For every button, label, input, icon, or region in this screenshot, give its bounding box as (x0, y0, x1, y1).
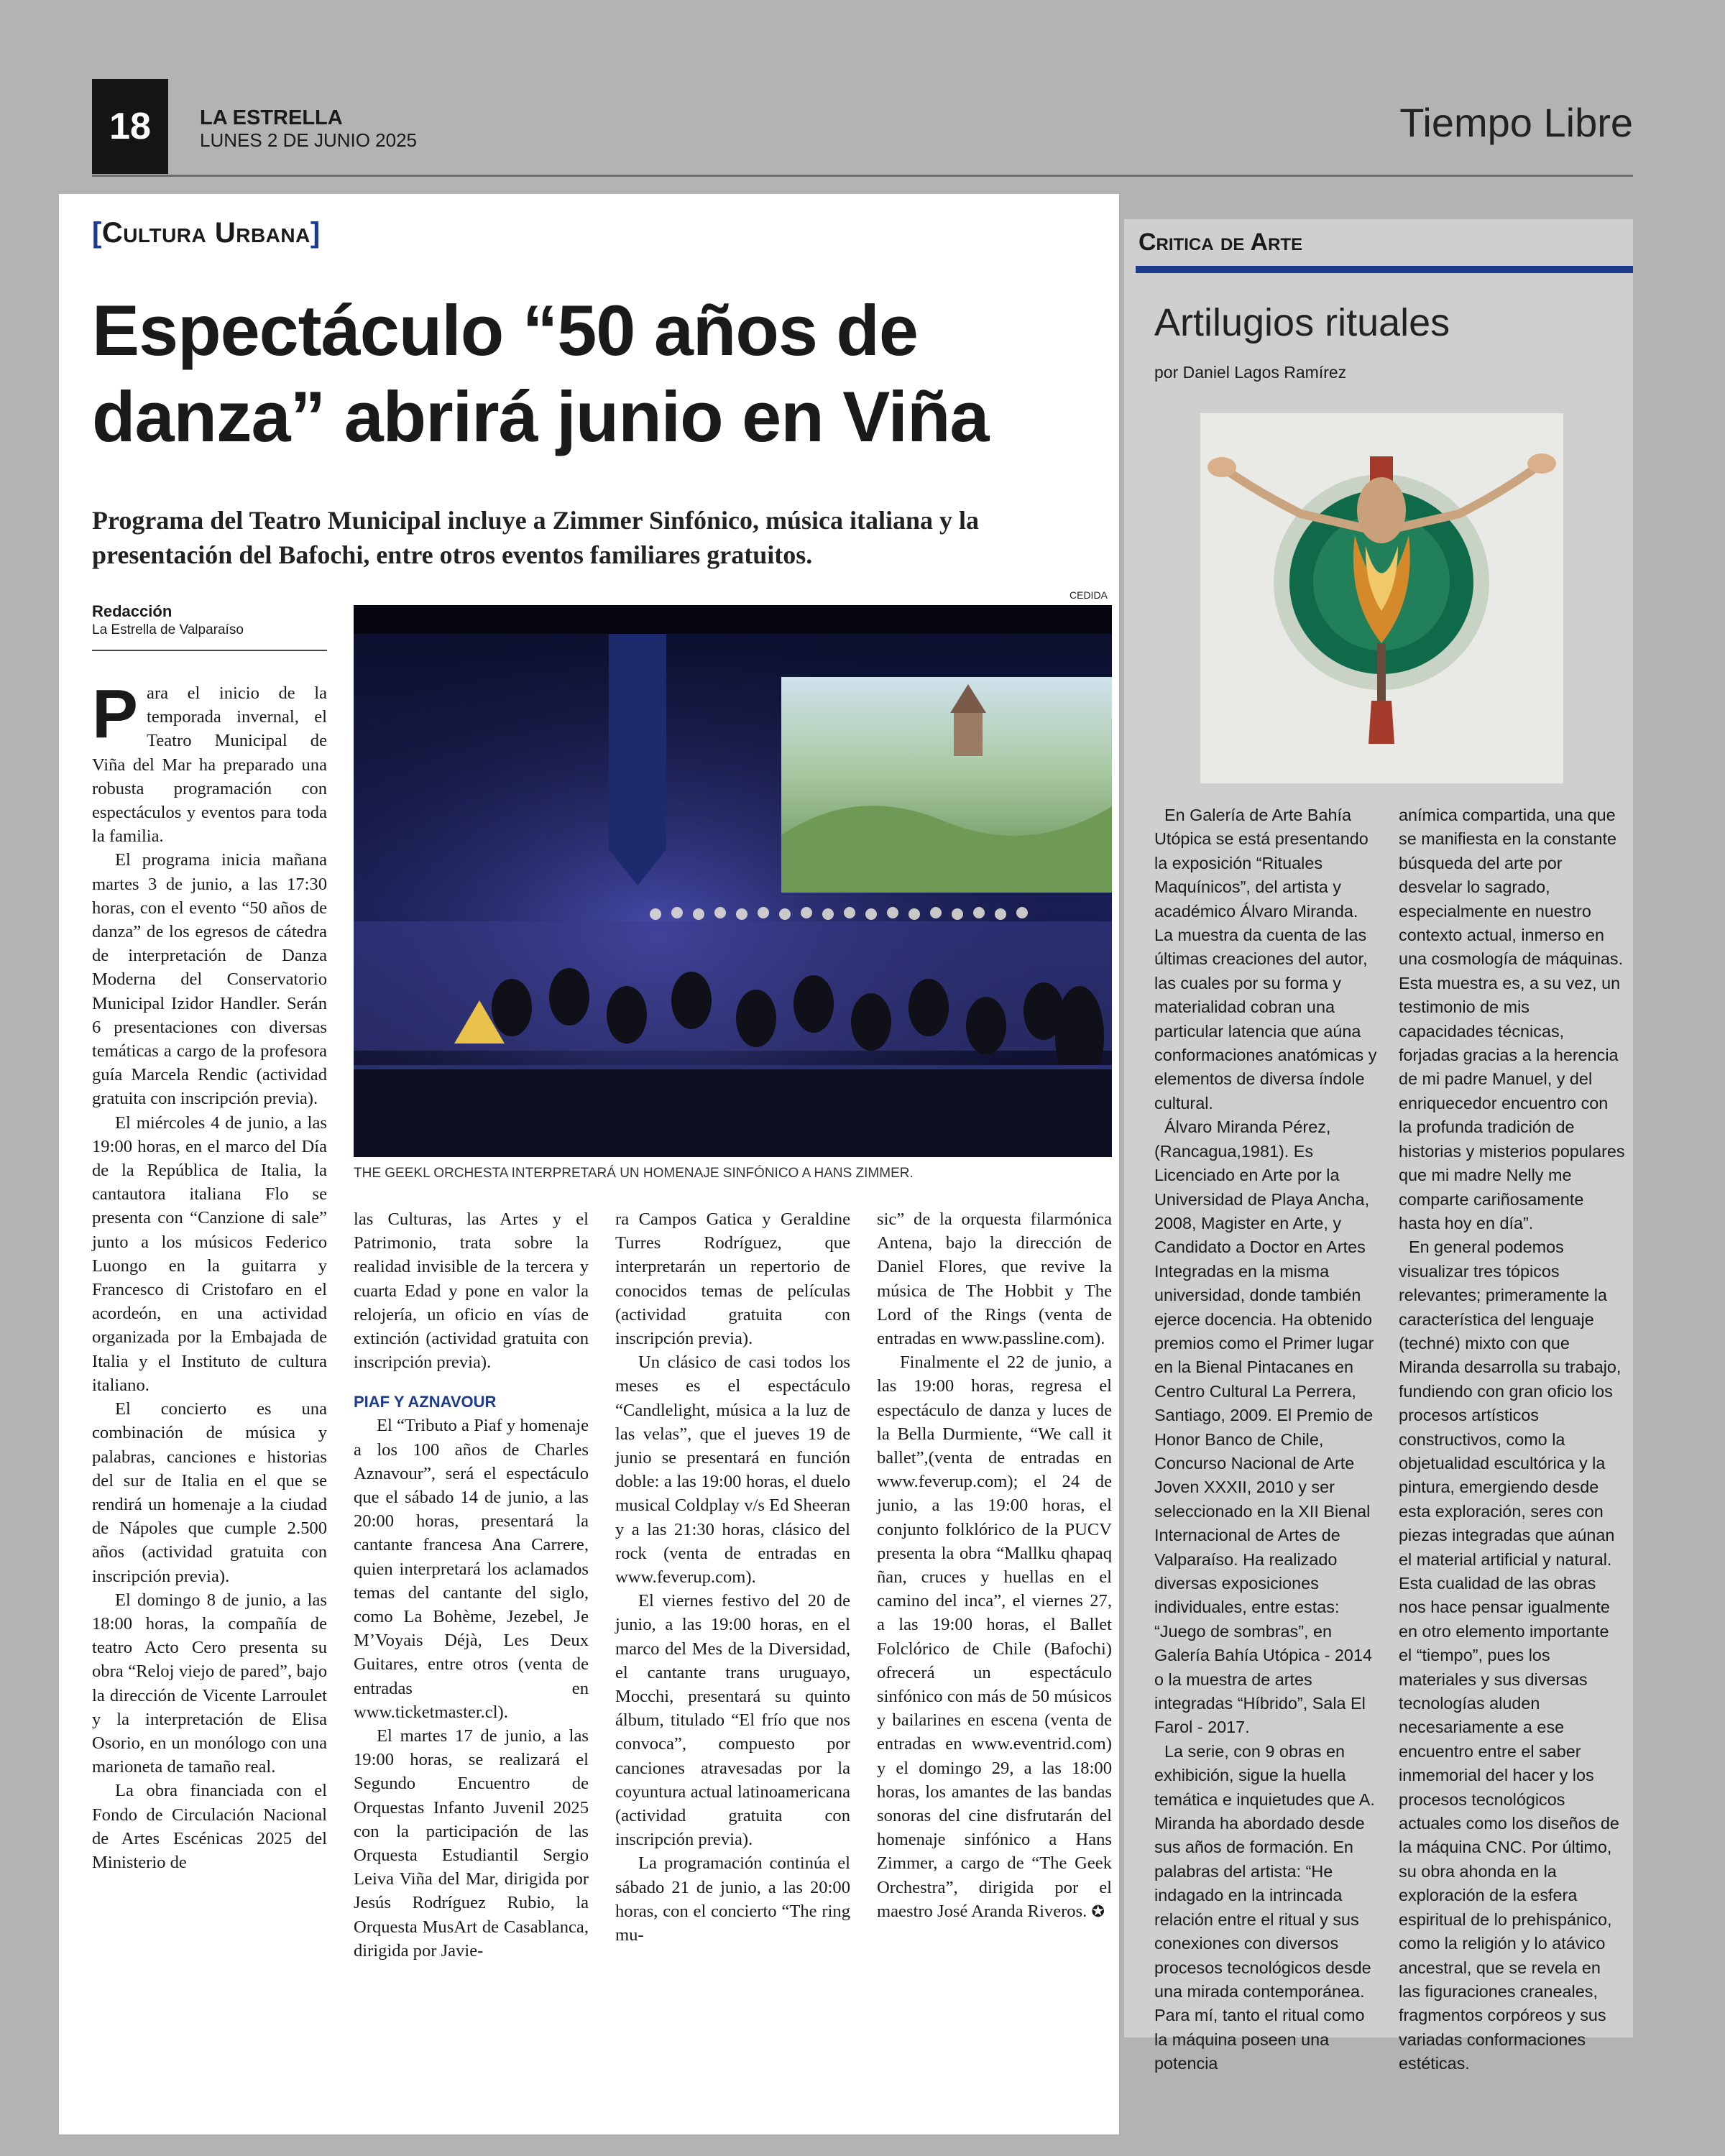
paragraph: El viernes festivo del 20 de junio, a las 19:00 horas, en el marco del Mes de la Diversidad, el cantante trans uruguayo, Mocchi, presentará su quinto álbum, titulado “El frío que nos convoca”, compuesto por canciones atravesadas por la coyuntura actual latinoamericana (actividad gratuita con inscripción previa). (615, 1591, 850, 1850)
sidebar-column-1 (1154, 803, 1381, 2076)
paragraph: Un clásico de casi todos los meses es el espectáculo “Candlelight, música a la luz de las velas”, que el jueves 19 de junio se presentará en función doble: a las 19:00 horas, el duelo musical Coldplay v/s Ed Sheeran y a las 21:30 horas, clásico del rock (venta de entradas en www.feverup.com). (615, 1353, 850, 1588)
photo-credit: CEDIDA (1070, 589, 1108, 601)
article-column-3 (615, 1207, 850, 1947)
sidebar-byline: por Daniel Lagos Ramírez (1154, 363, 1347, 382)
author-rule (92, 650, 327, 651)
paragraph: El “Tributo a Piaf y homenaje a los 100 años de Charles Aznavour”, será el espectáculo que el sábado 14 de junio, a las 20:00 horas, presentará la cantante francesa Ana Carrere, quien interpretará los aclamados temas del cantante del siglo, como La Bohème, Jezebel, Je M’Voyais Déjà, Les Deux Guitares, entre otros (venta de entradas en www.ticketmaster.cl). (354, 1416, 589, 1722)
newspaper-name: LA ESTRELLA (200, 106, 343, 129)
photo-caption: THE GEEKL ORCHESTA INTERPRETARÁ UN HOMENAJE SINFÓNICO A HANS ZIMMER. (354, 1166, 914, 1181)
paragraph: El miércoles 4 de junio, a las 19:00 horas, en el marco del Día de la República de Italia, la cantautora italiana Flo se presenta con “Canzione di sale” junto a los músicos Federico Luongo en la guitarra y Francesco di Cristofaro en el acordeón, en una actividad organizada por la Embajada de Italia y el Instituto de cultura italiano. (92, 1112, 327, 1395)
end-mark-icon: ✪ (1091, 1902, 1105, 1920)
kicker-bracket-close: ] (310, 217, 321, 249)
paragraph (92, 676, 327, 848)
article-column-2 (354, 1207, 589, 1963)
paragraph: La programación continúa el sábado 21 de junio, a las 20:00 horas, con el concierto “The ring mu- (615, 1853, 850, 1945)
article-column-4 (877, 1207, 1112, 1923)
article-subhead: Programa del Teatro Municipal incluye a Zimmer Sinfónico, música italiana y la presentación del Bafochi, entre otros eventos familiares gratuitos. (92, 506, 980, 569)
sidebar-section-label: Critica de Arte (1138, 229, 1303, 256)
paragraph: Álvaro Miranda Pérez, (Rancagua,1981). Es Licenciado en Arte por la Universidad de Playa Ancha, 2008, Magister en Arte, y Candidato a Doctor en Artes Integradas en la misma universidad, donde también ejerce docencia. Ha obtenido premios como el Primer lugar en la Bienal Pintacanes en Centro Cultural La Perrera, Santiago, 2009. El Premio de Honor Banco de Chile, Concurso Nacional de Arte Joven XXXII, 2010 y ser seleccionado en la XII Bienal Internacional de Artes de Valparaíso. Ha realizado diversas exposiciones individuales, entre estas: “Juego de sombras”, en Galería Bahía Utópica - 2014 o la muestra de artes integradas “Híbrido”, Sala El Farol - 2017. (1154, 1118, 1374, 1737)
paragraph-text: Finalmente el 22 de junio, a las 19:00 horas, regresa el espectáculo de danza y luces de la Bella Durmiente, “We call it ballet”,(venta de entradas en www.feverup.com); el 24 de junio, a las 19:00 horas, el conjunto folklórico de la PUCV presenta la obra “Mallku qhapaq ñan, cruces y huellas en el camino del inca”, el viernes 27, a las 19:00 horas, el Ballet Folclórico de Chile (Bafochi) ofrecerá un espectáculo sinfónico con más de 50 músicos y bailarines en escena (venta de entradas en www.eventrid.com) y el domingo 29, a las 18:00 horas, los amantes de las bandas sonoras del cine disfrutarán del homenaje sinfónico a Hans Zimmer, a cargo de “The Geek Orchestra”, dirigida por el maestro José Aranda Riveros. (877, 1353, 1112, 1921)
paragraph: El programa inicia mañana martes 3 de junio, a las 17:30 horas, con el evento “50 años de danza” de los egresos de cátedra de interpretación de Danza Moderna del Conservatorio Municipal Izidor Handler. Serán 6 presentaciones con diversas temáticas a cargo de la profesora guía Marcela Rendic (actividad gratuita con inscripción previa). (92, 850, 327, 1109)
article-column-1 (92, 676, 327, 1874)
paragraph: sic” de la orquesta filarmónica Antena, bajo la dirección de Daniel Flores, que revive la música de The Hobbit y The Lord of the Rings (venta de entradas en www.passline.com). (877, 1210, 1112, 1349)
section-title: Tiempo Libre (1399, 100, 1633, 145)
page-number: 18 (92, 79, 168, 174)
paragraph (877, 1350, 1112, 1923)
sidebar-column-2 (1399, 803, 1625, 2076)
article-headline: Espectáculo “50 años de danza” abrirá junio en Viña (92, 290, 989, 456)
paragraph: las Culturas, las Artes y el Patrimonio, trata sobre la realidad invisible de la tercera y cuarta Edad y pone en valor la relojería, un oficio en vías de extinción (actividad gratuita con inscripción previa). (354, 1210, 589, 1373)
paragraph: anímica compartida, una que se manifiesta en la constante búsqueda del arte por desvelar lo sagrado, especialmente en nuestro contexto actual, inmerso en una cosmología de máquinas. Esta muestra es, a su vez, un testimonio de mis capacidades técnicas, forjadas gracias a la herencia de mi padre Manuel, y del enriquecedor encuentro con la profunda tradición de historias y misterios populares que mi madre Nelly me comparte cariñosamente hasta hoy en día”. (1399, 806, 1625, 1233)
article-author: Redacción (92, 602, 172, 620)
dropcap: P (92, 676, 139, 752)
paragraph: El martes 17 de junio, a las 19:00 horas, se realizará el Segundo Encuentro de Orquestas Infanto Juvenil 2025 con la participación de las Orquesta Estudiantil Sergio Leiva Viña del Mar, dirigida por Jesús Rodríguez Rubio, la Orquesta MusArt de Casablanca, dirigida por Javie- (354, 1726, 589, 1961)
article-kicker (92, 217, 321, 249)
header-rule (92, 175, 1633, 177)
sidebar-rule (1136, 266, 1633, 273)
issue-date: LUNES 2 DE JUNIO 2025 (200, 129, 418, 151)
paragraph: El concierto es una combinación de música y palabras, canciones e historias del sur de Italia en el que se rendirá un homenaje a la ciudad de Nápoles que cumple 2.500 años (actividad gratuita con inscripción previa). (92, 1399, 327, 1586)
paragraph: En general podemos visualizar tres tópicos relevantes; primeramente la característica del lenguaje (techné) mixto con que Miranda desarrolla su trabajo, fundiendo con gran oficio los procesos artísticos constructivos, como la objetualidad escultórica y la pintura, emergiendo desde esta exploración, seres con piezas integradas que aúnan el material artificial y natural. Esta cualidad de las obras nos hace pensar igualmente en otro elemento importante el “tiempo”, pues los materiales y sus diversas tecnologías aluden necesariamente a ese encuentro entre el saber inmemorial del hacer y los procesos tecnológicos actuales como los diseños de la máquina CNC. Por último, su obra ahonda en la exploración de la esfera espiritual de lo prehispánico, como la religión y lo atávico ancestral, que se revela en las figuraciones craneales, fragmentos corpóreos y sus variadas conformaciones estéticas. (1399, 1238, 1622, 2073)
paragraph: En Galería de Arte Bahía Utópica se está presentando la exposición “Rituales Maquínicos”, del artista y académico Álvaro Miranda. La muestra da cuenta de las últimas creaciones del autor, las cuales por su forma y materialidad cobran una particular latencia que aúna conformaciones anatómicas y elementos de diversa índole cultural. (1154, 806, 1377, 1112)
kicker-text: Cultura Urbana (101, 217, 310, 249)
sidebar-title: Artilugios rituales (1154, 301, 1450, 344)
orchestra-photo (354, 605, 1112, 1157)
paragraph-text: ara el inicio de la temporada invernal, el Teatro Municipal de Viña del Mar ha preparado una robusta programación con espectáculos y eventos para toda la familia. (92, 683, 327, 847)
paragraph: ra Campos Gatica y Geraldine Turres Rodríguez, que interpretarán un repertorio de conocidos temas de películas (actividad gratuita con inscripción previa). (615, 1210, 850, 1349)
paragraph: El domingo 8 de junio, a las 18:00 horas, la compañía de teatro Acto Cero presenta su obra “Reloj viejo de pared”, bajo la dirección de Vicente Larroulet y la interpretación de Elisa Osorio, en un monólogo con una marioneta de tamaño real. (92, 1590, 327, 1777)
paragraph: La serie, con 9 obras en exhibición, sigue la huella temática e inquietudes que A. Miranda ha abordado desde sus años de formación. En palabras del artista: “He indagado en la intrincada relación entre el ritual y sus conexiones con diversos procesos tecnológicos desde una mirada contemporánea. Para mí, tanto el ritual como la máquina poseen una potencia (1154, 1741, 1375, 2073)
artwork-photo (1200, 413, 1563, 783)
paragraph: La obra financiada con el Fondo de Circulación Nacional de Artes Escénicas 2025 del Ministerio de (92, 1781, 327, 1872)
column-subhead: PIAF Y AZNAVOUR (354, 1393, 497, 1411)
article-outlet: La Estrella de Valparaíso (92, 622, 244, 637)
kicker-bracket-open: [ (92, 217, 102, 249)
